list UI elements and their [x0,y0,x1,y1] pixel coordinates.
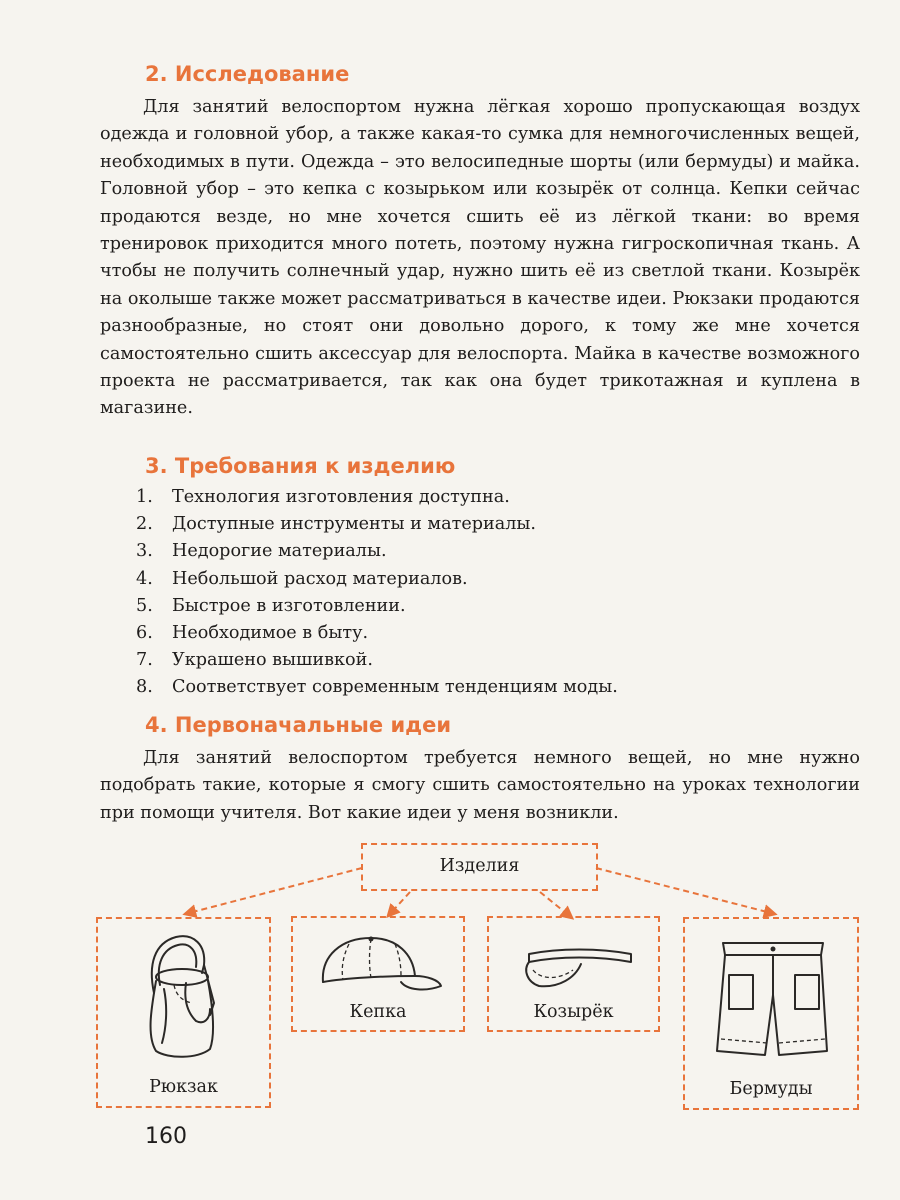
list-item-number: 1. [136,487,153,507]
list-item-number: 6. [136,623,153,644]
ideas-paragraph: Для занятий велоспортом требуется немного вещей, но мне нужно подобрать такие, которые я смогу сшить самостоятельно на уроках технологии при помощи учителя. Вот какие идеи у меня возникли. [100,748,860,823]
diagram-item-label: Кепка [349,1002,407,1022]
diagram-item-backpack [96,917,271,1108]
list-item-text: Быстрое в изготовлении. [172,595,406,616]
diagram-item-bermudas [683,917,859,1110]
diagram-item-visor [487,916,660,1032]
list-item-number: 3. [136,541,153,562]
arrow-to-bermudas [596,868,775,914]
diagram-root-box [361,843,598,891]
section-heading-research: 2. Исследование [145,62,350,86]
list-item-text: Небольшой расход материалов. [172,568,468,589]
list-item-text: Недорогие материалы. [172,541,387,562]
cap-icon [315,932,445,1002]
diagram-root-label: Изделия [439,856,520,876]
section-heading-requirements: 3. Требования к изделию [145,454,456,478]
list-item-text: Соответствует современным тенденциям моды. [172,677,618,698]
arrow-to-cap [388,892,410,916]
arrow-to-backpack [185,868,362,914]
list-item-text: Необходимое в быту. [172,623,369,644]
list-item-number: 8. [136,677,153,698]
list-item-number: 2. [136,514,153,535]
diagram-item-cap [291,916,465,1032]
diagram-item-label: Рюкзак [149,1077,218,1097]
arrow-to-visor [540,892,572,918]
bermudas-icon [711,935,835,1065]
list-item-number: 7. [136,650,153,671]
diagram-item-label: Бермуды [729,1079,813,1099]
list-item-number: 5. [136,595,153,616]
section-heading-ideas: 4. Первоначальные идеи [145,713,452,737]
backpack-icon [134,925,234,1065]
list-item-text: Украшено вышивкой. [172,650,373,671]
page-number: 160 [145,1124,187,1149]
list-item-number: 4. [136,568,153,589]
visor-icon [519,940,639,996]
list-item-text: Доступные инструменты и материалы. [172,514,536,535]
list-item-text: Технология изготовления доступна. [172,487,510,507]
research-paragraph: Для занятий велоспортом нужна лёгкая хорошо пропускающая воздух одежда и головной убор, а также какая-то сумка для немногочисленных вещей, необходимых в пути. Одежда – это велосипедные шорты (или бермуды) и майка. Головной убор – это кепка с козырьком или козырёк от солнца. Кепки сейчас продаются везде, но мне хочется сшить её из лёгкой ткани: во время тренировок приходится много потеть, поэтому нужна гигроскопичная ткань. А чтобы не получить солнечный удар, нужно шить её из светлой ткани. Козырёк на околыше также может рассматриваться в качестве идеи. Рюкзаки продаются разнообразные, но стоят они довольно дорого, к тому же мне хочется самостоятельно сшить аксессуар для велоспорта. Майка в качестве возможного проекта не рассматривается, так как она будет трикотажная и куплена в магазине. [100,97,860,419]
diagram-item-label: Козырёк [533,1002,614,1022]
